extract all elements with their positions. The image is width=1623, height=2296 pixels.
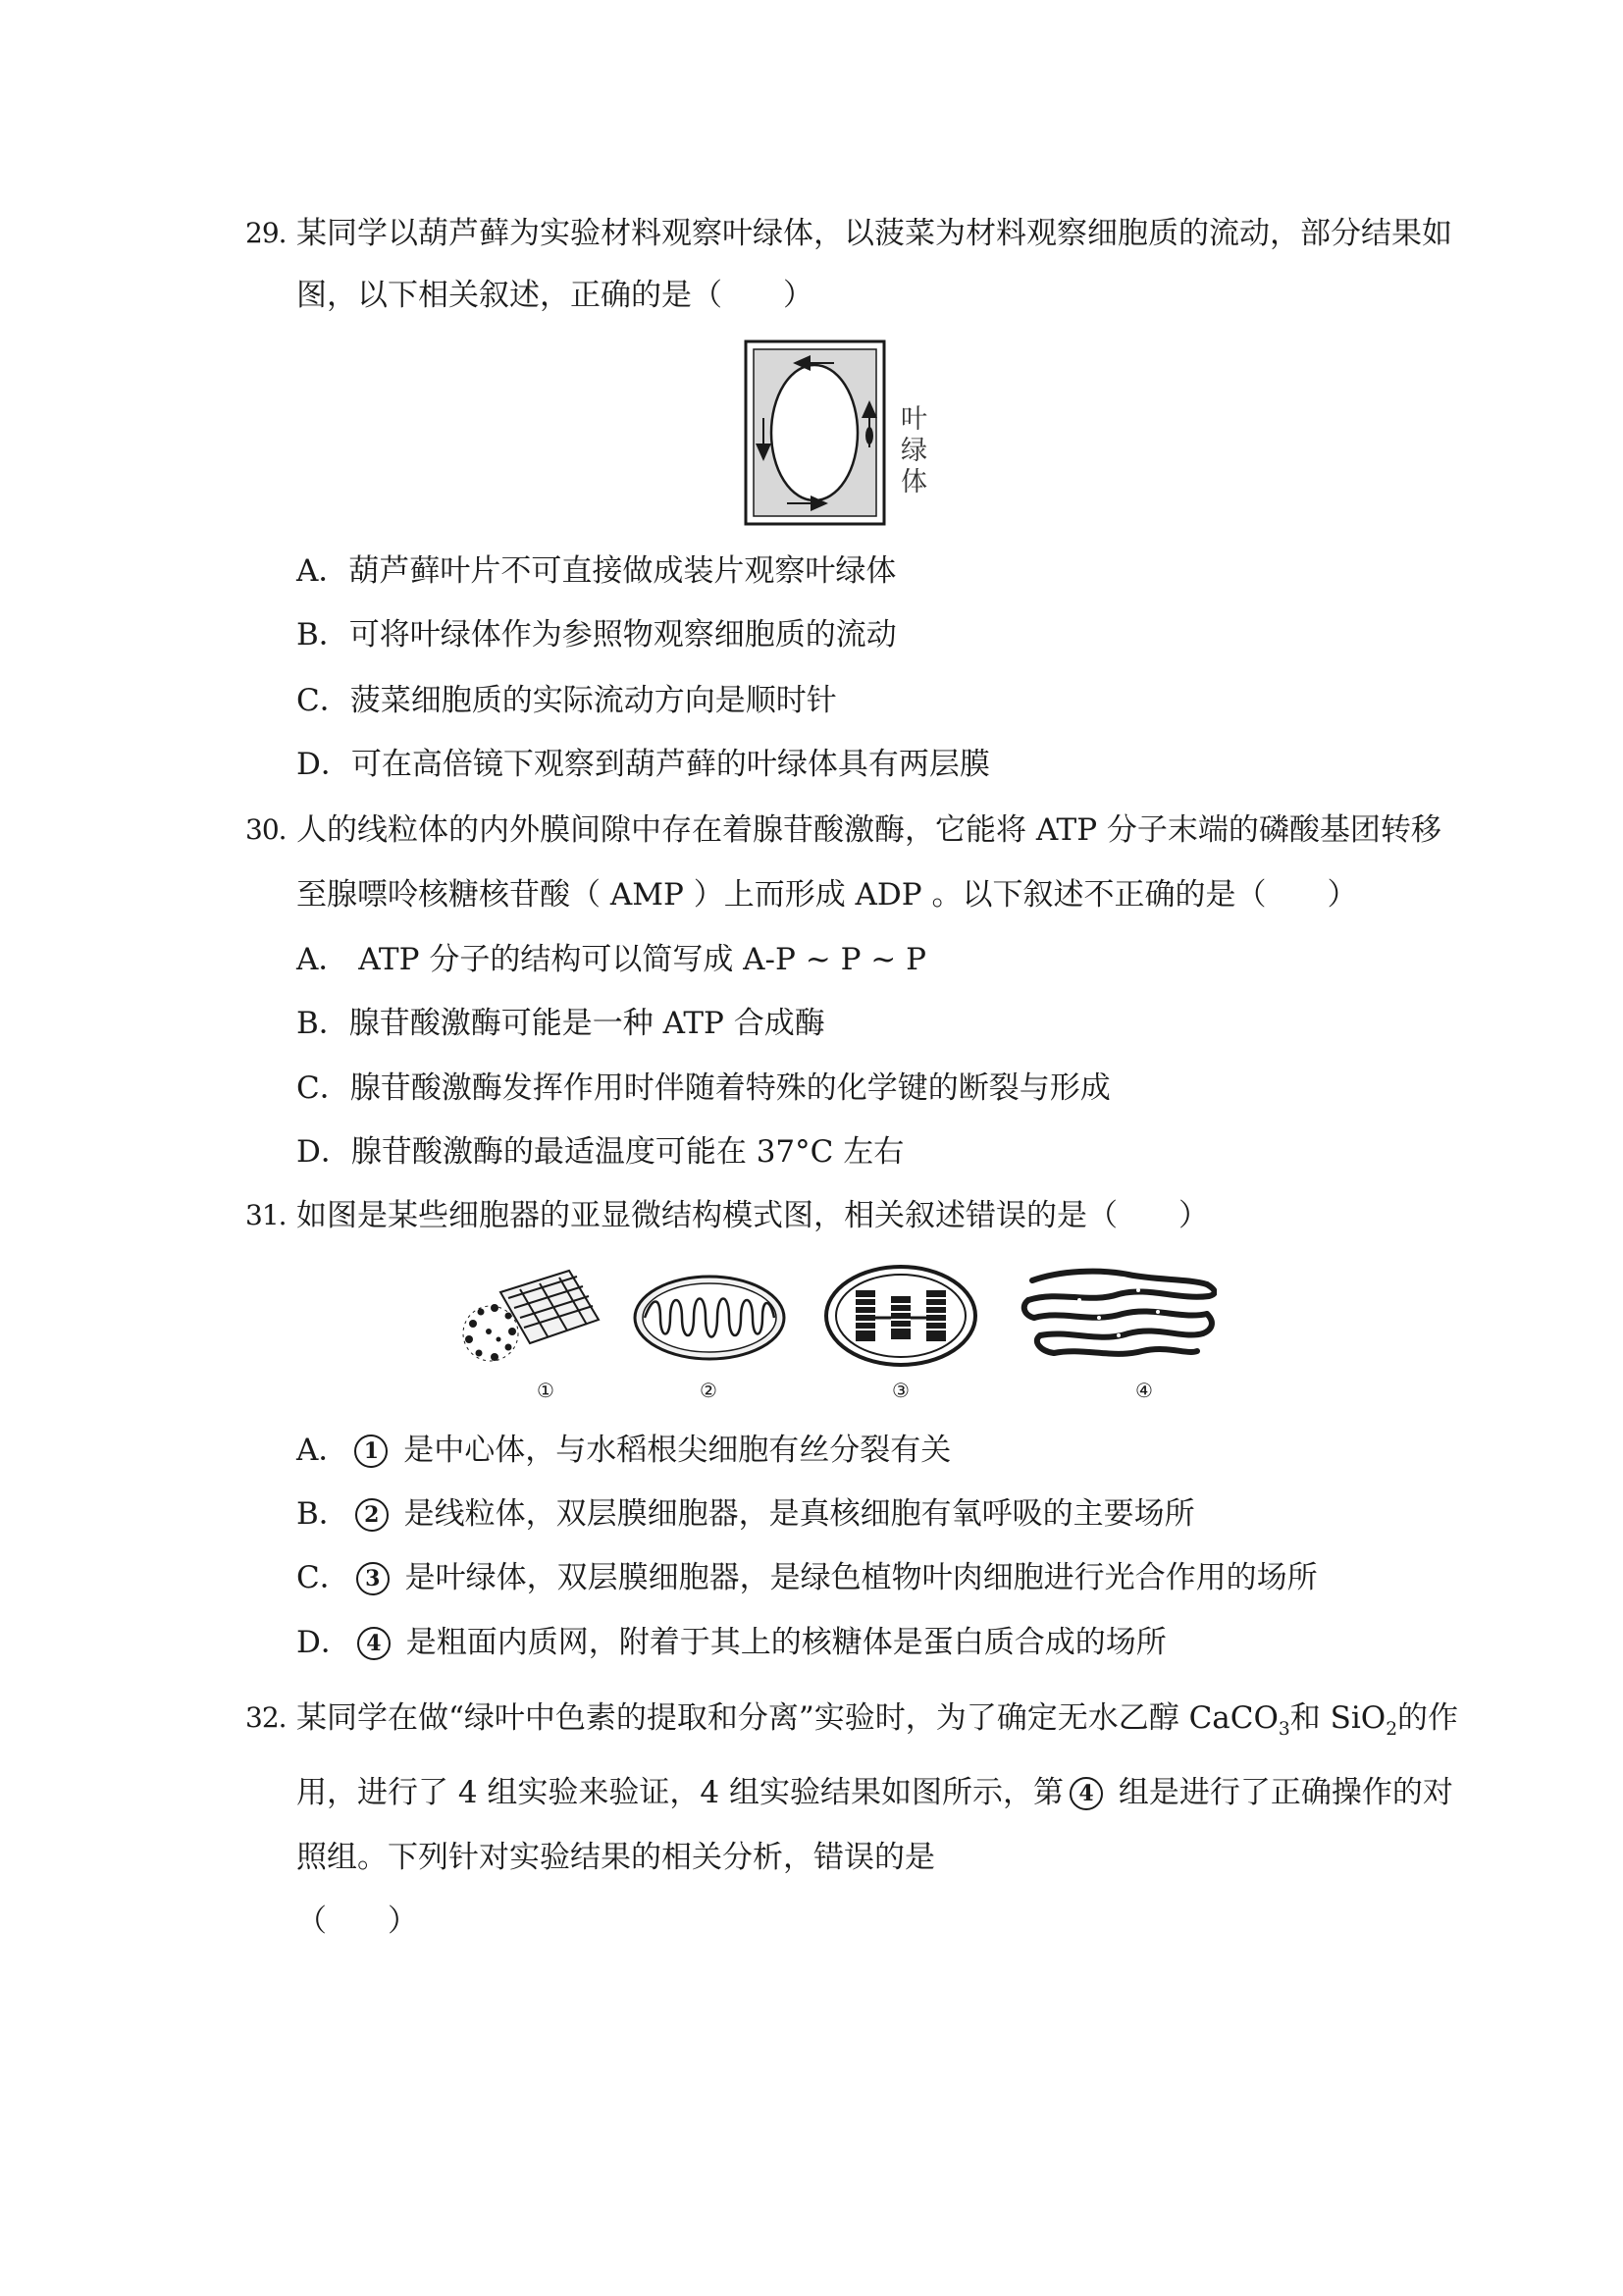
question-29-option-c: C．菠菜细胞质的实际流动方向是顺时针 — [296, 683, 837, 718]
question-32-and: 和 — [1289, 1700, 1331, 1736]
question-32-stem-line1 — [296, 1698, 1458, 1749]
organelle-label-3: ③ — [892, 1379, 910, 1402]
organelle-label-1: ① — [537, 1379, 554, 1402]
question-29-stem-line2: 图，以下相关叙述，正确的是（ ） — [296, 278, 813, 313]
question-29-option-d: D．可在高倍镜下观察到葫芦藓的叶绿体具有两层膜 — [296, 747, 990, 782]
rough-er-illustration — [1021, 1261, 1217, 1369]
option-b-circled-number: 2 — [355, 1498, 389, 1532]
question-31-option-b — [296, 1494, 1195, 1534]
question-32-number: 32. — [245, 1701, 287, 1734]
question-32-line1-part1: 某同学在做“绿叶中色素的提取和分离”实验时，为了确定无水乙醇 — [296, 1700, 1189, 1736]
chloroplast-illustration — [822, 1263, 979, 1371]
sio2-base: SiO — [1330, 1700, 1387, 1736]
question-32-circled-number: 4 — [1070, 1777, 1103, 1810]
centrosome-illustration — [451, 1263, 608, 1371]
sio2-subscript: 2 — [1386, 1719, 1398, 1741]
question-29-stem-line1: 某同学以葫芦藓为实验材料观察叶绿体，以菠菜为材料观察细胞质的流动，部分结果如 — [296, 216, 1452, 251]
caco3-formula — [1188, 1700, 1290, 1741]
option-c-prefix: C． — [296, 1560, 350, 1595]
option-b-text: 是线粒体，双层膜细胞器，是真核细胞有氧呼吸的主要场所 — [393, 1496, 1195, 1532]
mitochondrion-illustration — [631, 1269, 788, 1367]
option-a-circled-number: 1 — [354, 1435, 388, 1468]
organelle-label-2: ② — [700, 1379, 717, 1402]
question-31-option-a — [296, 1431, 951, 1470]
option-d-text: 是粗面内质网，附着于其上的核糖体是蛋白质合成的场所 — [395, 1625, 1167, 1660]
question-30-option-b: B．腺苷酸激酶可能是一种 ATP 合成酶 — [296, 1006, 825, 1041]
question-32-stem-line3: 照组。下列针对实验结果的相关分析，错误的是 — [296, 1840, 935, 1875]
option-c-text: 是叶绿体，双层膜细胞器，是绿色植物叶肉细胞进行光合作用的场所 — [394, 1560, 1318, 1595]
question-29-number: 29. — [245, 217, 287, 249]
option-a-prefix: A． — [296, 1433, 349, 1468]
question-29-option-a: A．葫芦藓叶片不可直接做成装片观察叶绿体 — [296, 553, 897, 589]
question-29-option-b: B．可将叶绿体作为参照物观察细胞质的流动 — [296, 617, 897, 652]
caco3-subscript: 3 — [1278, 1719, 1290, 1741]
question-30-stem-line1: 人的线粒体的内外膜间隙中存在着腺苷酸激酶，它能将 ATP 分子末端的磷酸基团转移 — [296, 812, 1441, 848]
question-31-option-d — [296, 1623, 1167, 1662]
question-30-option-d: D．腺苷酸激酶的最适温度可能在 37°C 左右 — [296, 1134, 905, 1170]
question-32-line2-part2: 组是进行了正确操作的对 — [1109, 1775, 1453, 1810]
sio2-formula — [1330, 1700, 1398, 1741]
question-30-stem-line2: 至腺嘌呤核糖核苷酸（ AMP ）上而形成 ADP 。以下叙述不正确的是（ ） — [296, 877, 1358, 913]
chloroplast-label: 叶绿体 — [901, 404, 927, 497]
question-30-option-a: A． ATP 分子的结构可以简写成 A-P ~ P ~ P — [296, 942, 926, 977]
organelle-label-4: ④ — [1135, 1379, 1153, 1402]
question-30-option-c: C．腺苷酸激酶发挥作用时伴随着特殊的化学键的断裂与形成 — [296, 1070, 1111, 1106]
question-31-number: 31. — [245, 1199, 287, 1231]
question-32-line2-part1: 用，进行了 4 组实验来验证，4 组实验结果如图所示，第 — [296, 1775, 1065, 1810]
question-30-number: 30. — [245, 813, 287, 846]
option-b-prefix: B． — [296, 1496, 349, 1532]
cell-diagram — [744, 339, 886, 526]
question-32-line1-part2: 的作 — [1397, 1700, 1459, 1736]
question-31-option-c — [296, 1558, 1318, 1597]
option-a-text: 是中心体，与水稻根尖细胞有丝分裂有关 — [393, 1433, 952, 1468]
cell-cytoplasm-flow-figure — [744, 339, 950, 526]
option-d-prefix: D． — [296, 1625, 351, 1660]
option-c-circled-number: 3 — [356, 1562, 390, 1595]
option-d-circled-number: 4 — [357, 1627, 391, 1660]
organelle-figure — [451, 1261, 1227, 1408]
question-32-answer-blank: （ ） — [296, 1904, 418, 1939]
question-32-stem-line2 — [296, 1773, 1453, 1812]
caco3-base: CaCO — [1188, 1700, 1279, 1736]
question-31-stem: 如图是某些细胞器的亚显微结构模式图，相关叙述错误的是（ ） — [296, 1198, 1209, 1233]
